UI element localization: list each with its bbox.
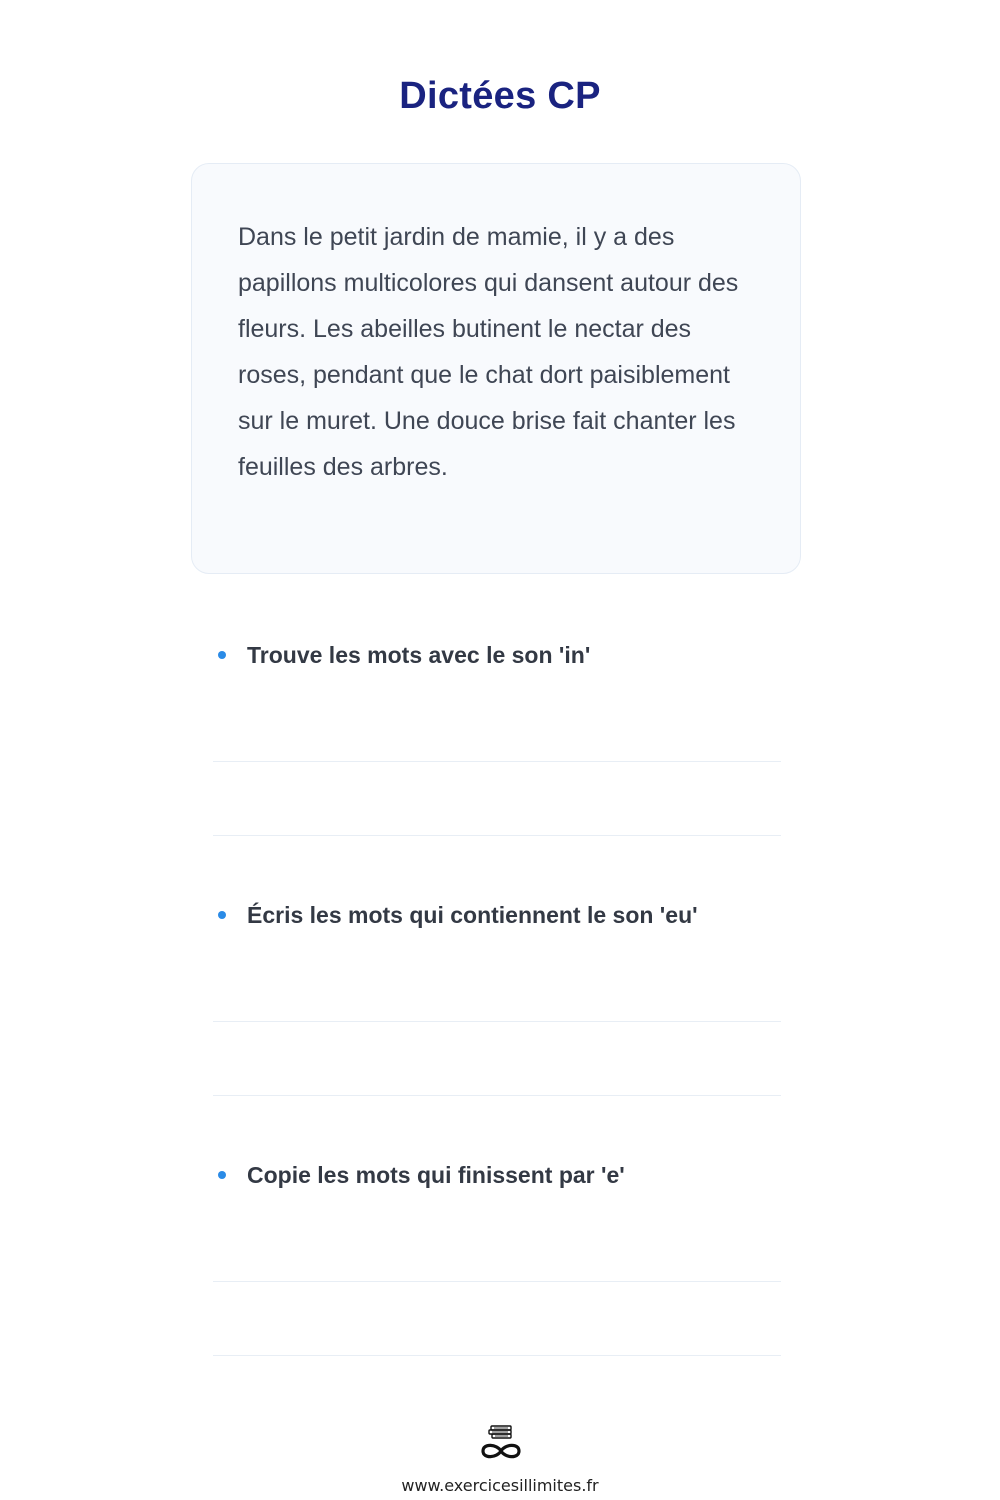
- answer-line: [213, 761, 781, 762]
- page-title: Dictées CP: [399, 75, 601, 118]
- answer-line: [213, 835, 781, 836]
- answer-line: [213, 1355, 781, 1356]
- bullet-icon: [218, 651, 226, 659]
- exercise-label: Écris les mots qui contiennent le son 'eu': [247, 901, 698, 928]
- answer-line: [213, 1021, 781, 1022]
- dictation-card: [191, 163, 801, 574]
- answer-line: [213, 1095, 781, 1096]
- exercise-heading: [213, 640, 590, 670]
- dictation-text: Dans le petit jardin de mamie, il y a des papillons multicolores qui dansent autour des fleurs. Les abeilles butinent le nectar des roses, pendant que le chat dort paisiblement sur le muret. Une douce brise fait chanter les feuilles des arbres.: [238, 223, 739, 481]
- exercise-heading: [213, 1160, 625, 1190]
- exercise-heading: [213, 900, 698, 930]
- footer-url: www.exercicesillimites.fr: [401, 1476, 599, 1495]
- infinity-books-icon: [475, 1424, 527, 1464]
- answer-line: [213, 1281, 781, 1282]
- bullet-icon: [218, 911, 226, 919]
- bullet-icon: [218, 1171, 226, 1179]
- exercise-label: Copie les mots qui finissent par 'e': [247, 1161, 625, 1188]
- exercise-label: Trouve les mots avec le son 'in': [247, 641, 591, 668]
